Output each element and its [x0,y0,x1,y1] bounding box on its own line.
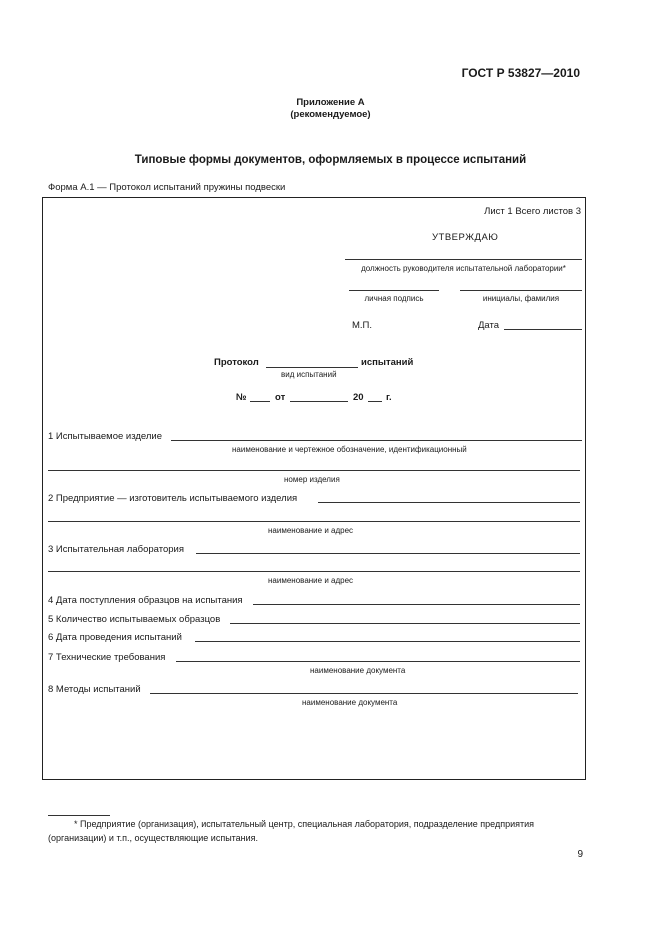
standard-number: ГОСТ Р 53827—2010 [461,66,580,80]
form-caption: Форма А.1 — Протокол испытаний пружины подвески [48,182,286,193]
footnote: * Предприятие (организация), испытательный центр, специальная лаборатория, подразделение предприятия (организации) и т.п., осуществляющие испытания. [48,819,534,843]
field-3-label: 3 Испытательная лаборатория [48,544,184,555]
type-caption: вид испытаний [281,370,337,379]
sheet-counter: Лист 1 Всего листов 3 [484,206,581,217]
from-label: от [275,392,286,403]
field-8-caption: наименование документа [302,698,398,707]
date-label: Дата [478,320,500,331]
number-label: № [236,392,247,403]
initials-caption: инициалы, фамилия [482,294,560,303]
field-5-label: 5 Количество испытываемых образцов [48,614,221,625]
position-line[interactable] [345,259,582,260]
field-7-line[interactable] [176,661,580,662]
year-prefix: 20 [353,392,364,403]
protocol-word: Протокол [214,357,259,368]
number-line[interactable] [250,401,270,402]
field-2-line[interactable] [318,502,580,503]
field-3-caption: наименование и адрес [268,576,354,585]
year-line[interactable] [368,401,382,402]
field-3b-line[interactable] [48,571,580,572]
signature-caption: личная подпись [364,294,424,303]
field-3-line[interactable] [196,553,580,554]
field-5-line[interactable] [230,623,580,624]
field-1-label: 1 Испытываемое изделие [48,431,162,442]
field-8-label: 8 Методы испытаний [48,684,141,695]
stamp-label: М.П. [352,320,373,331]
page-title: Типовые формы документов, оформляемых в процессе испытаний [134,154,527,166]
field-8-line[interactable] [150,693,578,694]
field-4-label: 4 Дата поступления образцов на испытания [48,595,243,606]
position-caption: должность руководителя испытательной лаборатории* [361,264,566,273]
initials-line[interactable] [460,290,582,291]
footnote-separator [48,815,110,816]
field-1b-line[interactable] [48,470,580,471]
field-6-line[interactable] [195,641,580,642]
field-2b-line[interactable] [48,521,580,522]
year-suffix: г. [386,392,392,403]
field-6-label: 6 Дата проведения испытаний [48,632,182,643]
field-1-line[interactable] [171,440,582,441]
date-line[interactable] [504,329,582,330]
signature-line[interactable] [349,290,439,291]
field-4-line[interactable] [253,604,580,605]
approve-label: УТВЕРЖДАЮ [432,232,499,243]
date-day-month-line[interactable] [290,401,348,402]
field-2-caption: наименование и адрес [268,526,354,535]
annex-status: (рекомендуемое) [290,109,371,120]
field-7-label: 7 Технические требования [48,652,166,663]
tests-word: испытаний [361,357,414,368]
field-1-caption: наименование и чертежное обозначение, идентификационный [232,445,467,454]
protocol-type-line[interactable] [266,367,358,368]
field-7-caption: наименование документа [310,666,406,675]
page-number: 9 [577,849,583,860]
field-1b-caption: номер изделия [284,475,340,484]
field-2-label: 2 Предприятие — изготовитель испытываемого изделия [48,493,298,504]
annex-title: Приложение А [296,97,365,108]
